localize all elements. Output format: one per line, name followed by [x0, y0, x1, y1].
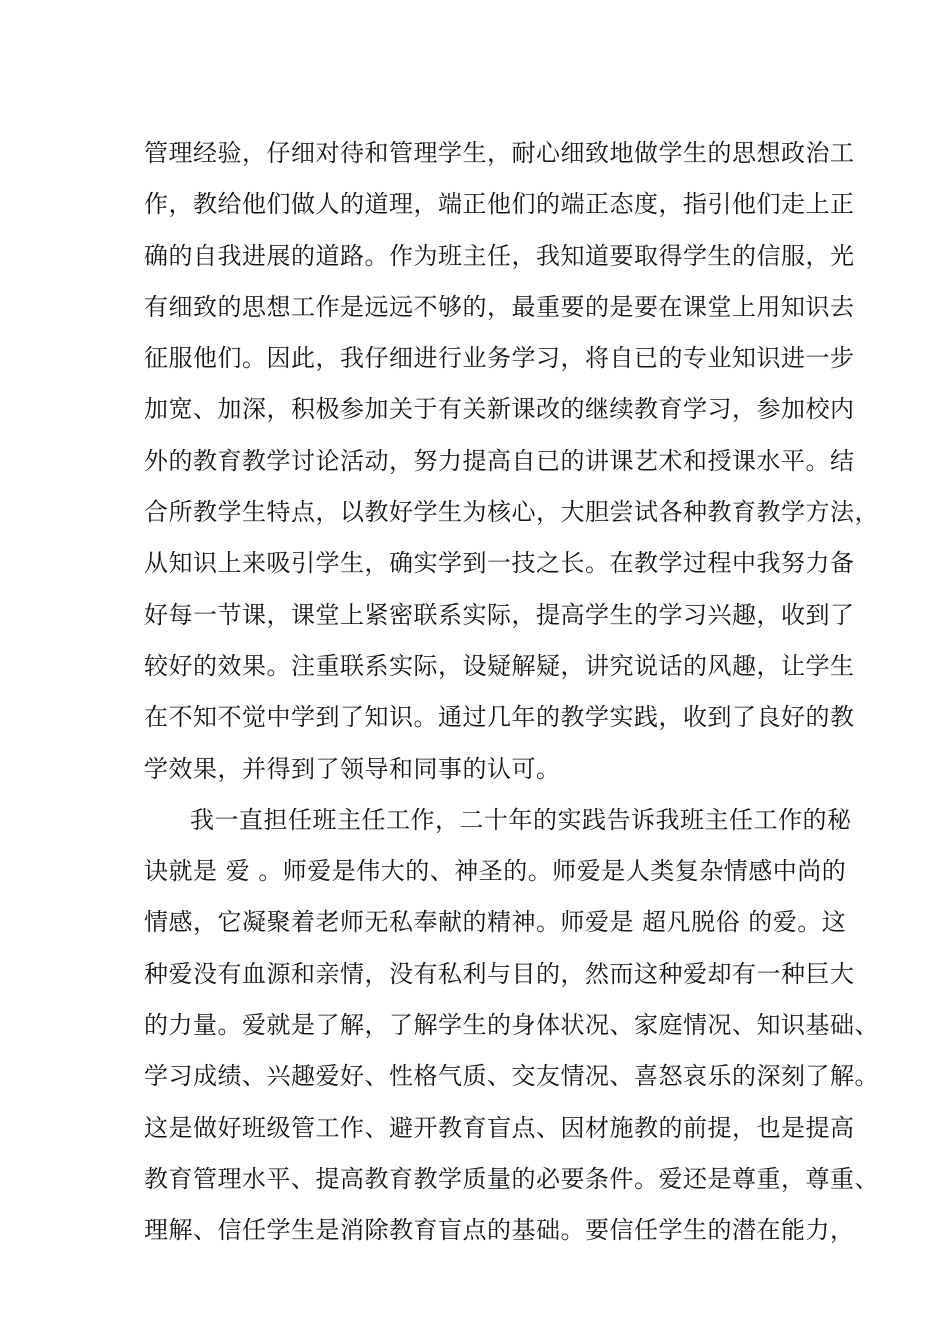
text-line: 较好的效果。注重联系实际，设疑解疑，讲究说话的风趣，让学生 [144, 651, 855, 680]
text-line: 从知识上来吸引学生，确实学到一技之长。在教学过程中我努力备 [144, 549, 855, 578]
text-line: 外的教育教学讨论活动，努力提高自已的讲课艺术和授课水平。结 [144, 446, 855, 475]
text-line: 有细致的思想工作是远远不够的，最重要的是要在课堂上用知识去 [144, 292, 855, 321]
text-line: 这是做好班级管工作、避开教育盲点、因材施教的前提，也是提高 [144, 1113, 855, 1142]
text-line: 诀就是 爱 。师爱是伟大的、神圣的。师爱是人类复杂情感中尚的 [144, 857, 847, 886]
body-text [144, 128, 879, 1257]
text-line: 加宽、加深，积极参加关于有关新课改的继续教育学习，参加校内 [144, 395, 855, 424]
text-line: 我一直担任班主任工作，二十年的实践告诉我班主任工作的秘 [190, 805, 852, 834]
text-line: 好每一节课，课堂上紧密联系实际，提高学生的学习兴趣，收到了 [144, 600, 855, 629]
text-line: 征服他们。因此，我仔细进行业务学习，将自已的专业知识进一步 [144, 344, 855, 373]
text-line: 教育管理水平、提高教育教学质量的必要条件。爱还是尊重，尊重、 [144, 1164, 879, 1193]
text-line: 学效果，并得到了领导和同事的认可。 [144, 754, 561, 783]
paragraph-2 [144, 795, 879, 1257]
text-line: 学习成绩、兴趣爱好、性格气质、交友情况、喜怒哀乐的深刻了解。 [144, 1062, 879, 1091]
text-line: 情感，它凝聚着老师无私奉献的精神。师爱是 超凡脱俗 的爱。这 [144, 908, 847, 937]
text-line: 确的自我进展的道路。作为班主任，我知道要取得学生的信服，光 [144, 241, 855, 270]
text-line: 管理经验，仔细对待和管理学生，耐心细致地做学生的思想政治工 [144, 139, 855, 167]
text-line: 在不知不觉中学到了知识。通过几年的教学实践，收到了良好的教 [144, 703, 855, 732]
text-line: 的力量。爱就是了解，了解学生的身体状况、家庭情况、知识基础、 [144, 1011, 879, 1040]
text-line: 合所教学生特点，以教好学生为核心，大胆尝试各种教育教学方法， [144, 498, 879, 527]
text-line: 理解、信任学生是消除教育盲点的基础。要信任学生的潜在能力， [144, 1216, 855, 1245]
text-line: 作，教给他们做人的道理，端正他们的端正态度，指引他们走上正 [144, 190, 855, 219]
paragraph-1 [144, 128, 879, 795]
text-line: 种爱没有血源和亲情，没有私利与目的，然而这种爱却有一种巨大 [144, 959, 855, 988]
